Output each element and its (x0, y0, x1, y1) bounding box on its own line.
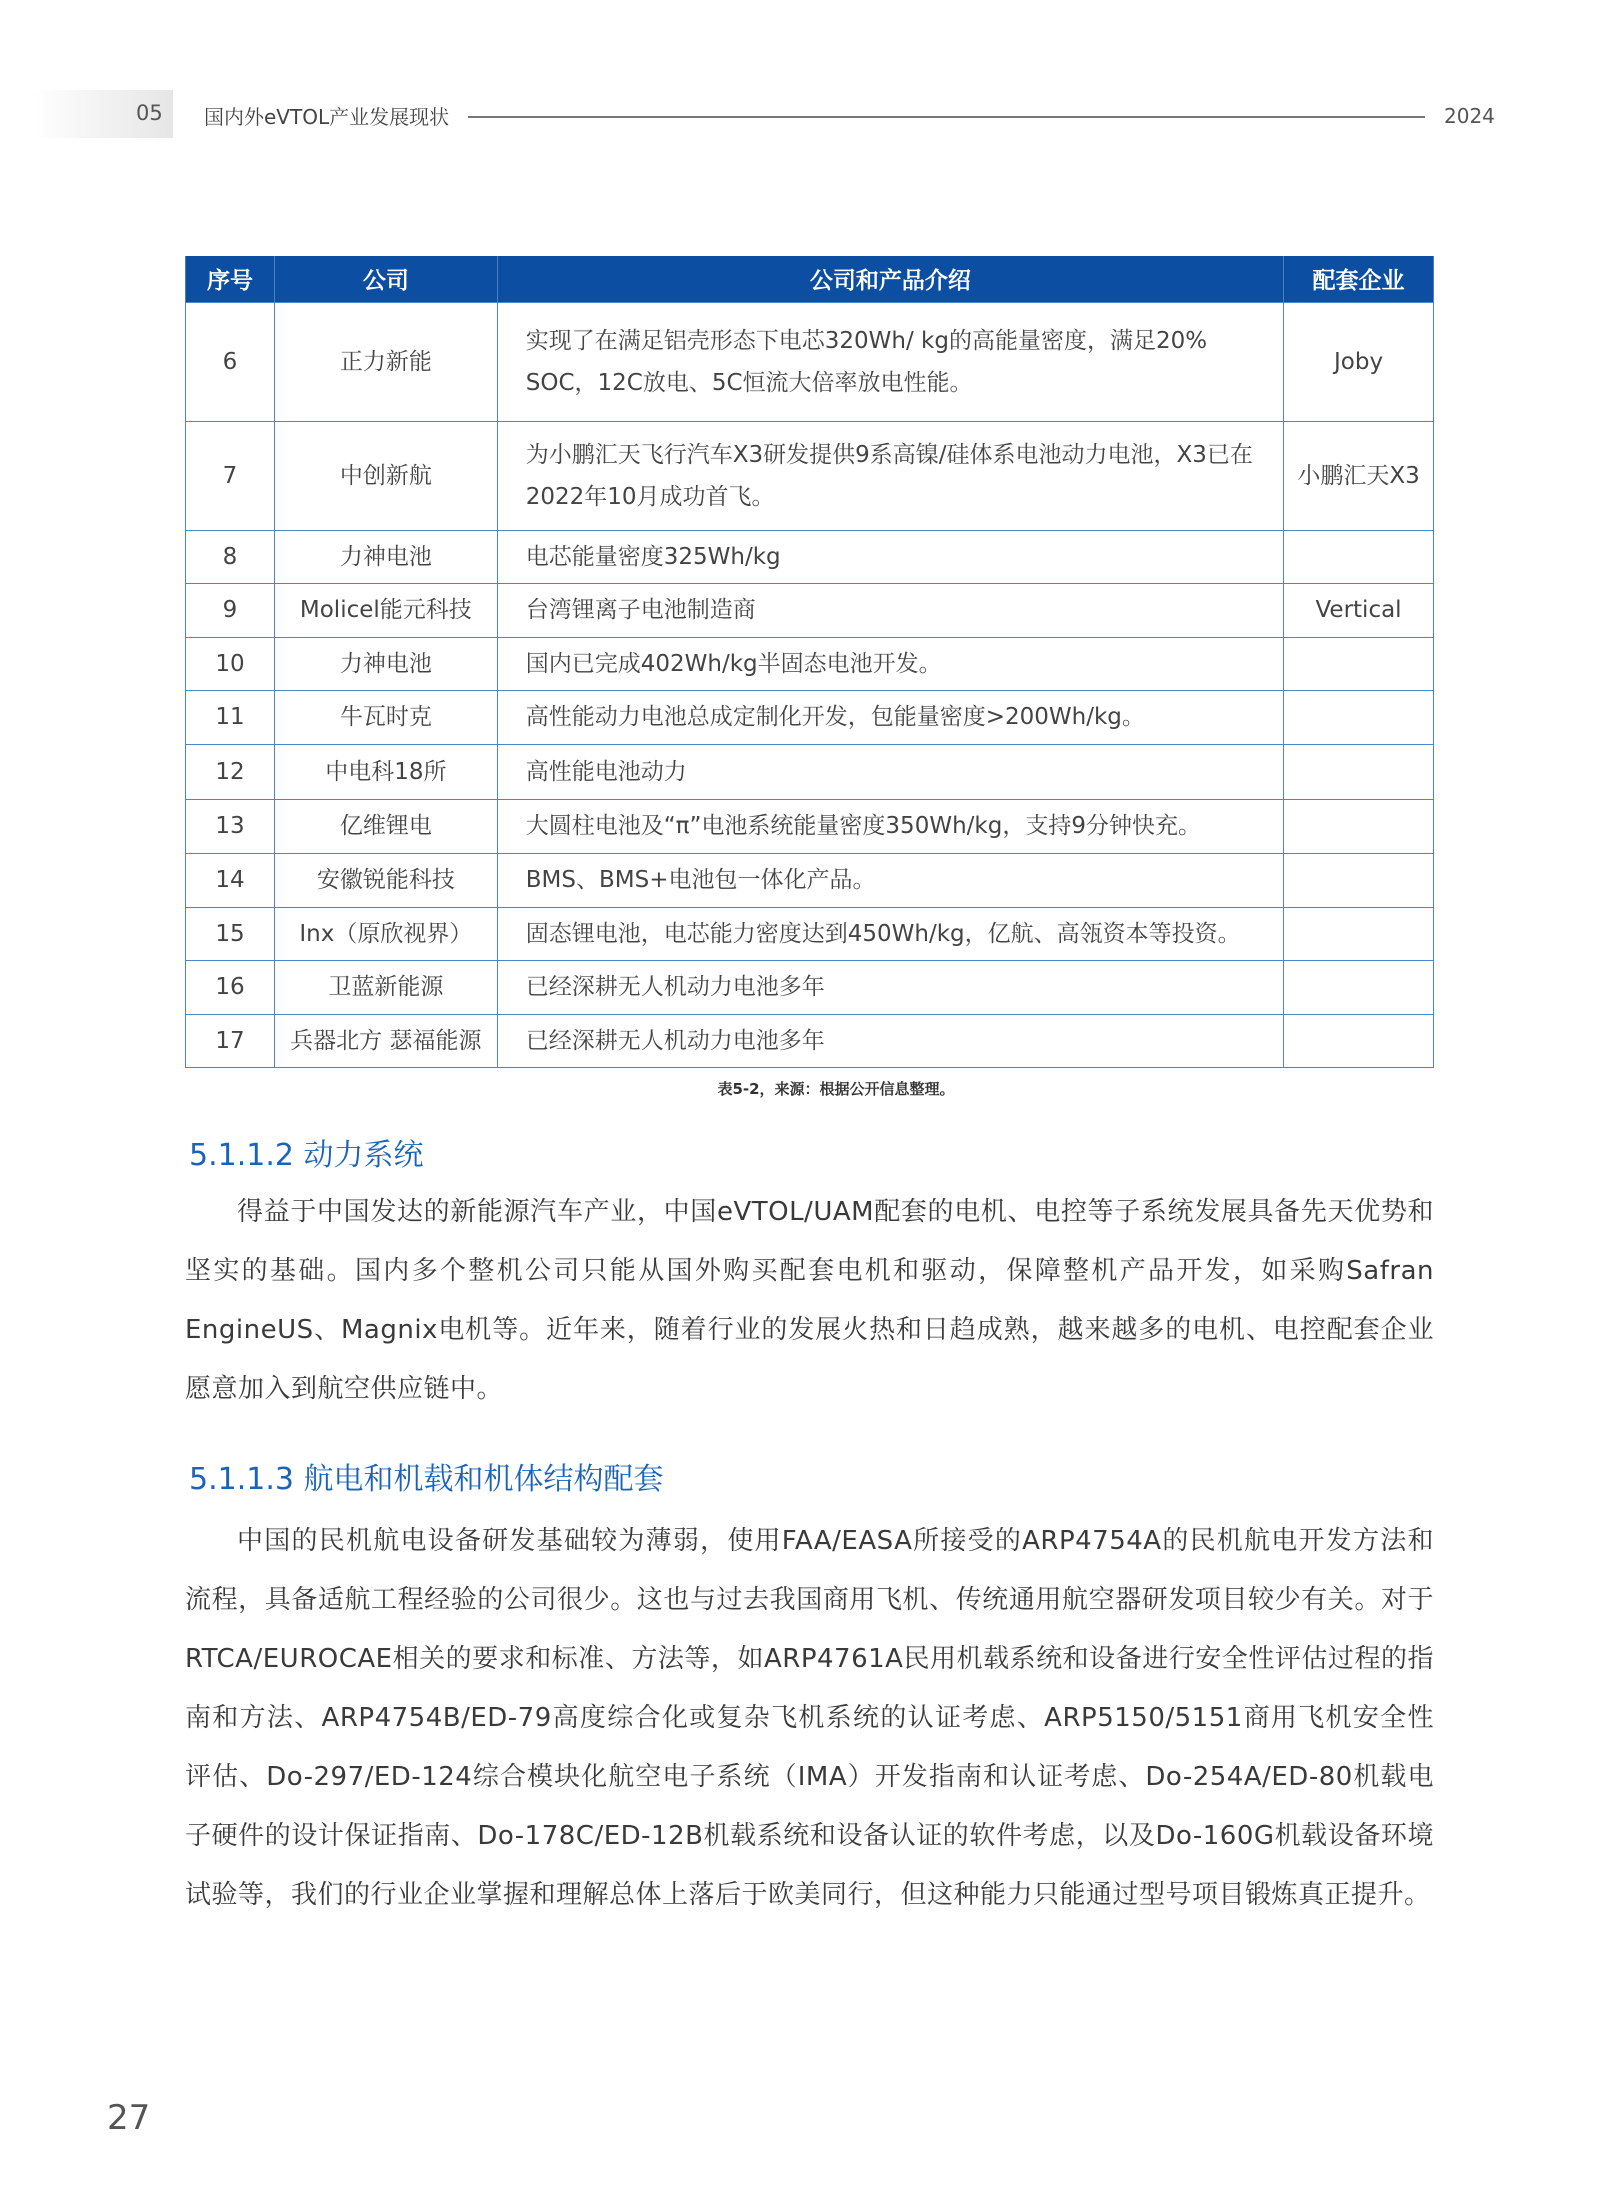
company-description: 已经深耕无人机动力电池多年 (497, 1014, 1283, 1067)
partner-company (1284, 530, 1434, 583)
section-heading: 5.1.1.3 航电和机载和机体结构配套 (189, 1462, 664, 1497)
company-name: 正力新能 (274, 302, 497, 421)
column-header: 公司和产品介绍 (497, 256, 1283, 302)
row-number: 12 (186, 744, 275, 799)
header-rule (468, 116, 1425, 118)
partner-company (1284, 799, 1434, 853)
table-row (186, 302, 1434, 421)
company-description: 实现了在满足铝壳形态下电芯320Wh/ kg的高能量密度，满足20% SOC，12C放电、5C恒流大倍率放电性能。 (497, 302, 1283, 421)
partner-company (1284, 853, 1434, 907)
company-description: 为小鹏汇天飞行汽车X3研发提供9系高镍/硅体系电池动力电池，X3已在2022年10月成功首飞。 (497, 421, 1283, 530)
row-number: 11 (186, 690, 275, 744)
table-row (186, 637, 1434, 690)
table-row (186, 690, 1434, 744)
row-number: 8 (186, 530, 275, 583)
company-description: 电芯能量密度325Wh/kg (497, 530, 1283, 583)
row-number: 9 (186, 583, 275, 637)
company-description: 大圆柱电池及“π”电池系统能量密度350Wh/kg，支持9分钟快充。 (497, 799, 1283, 853)
chapter-number: 05 (136, 101, 163, 125)
company-description: BMS、BMS+电池包一体化产品。 (497, 853, 1283, 907)
company-description: 国内已完成402Wh/kg半固态电池开发。 (497, 637, 1283, 690)
company-name: Molicel能元科技 (274, 583, 497, 637)
row-number: 7 (186, 421, 275, 530)
table-header-row (186, 256, 1434, 302)
company-description: 高性能电池动力 (497, 744, 1283, 799)
partner-company (1284, 907, 1434, 960)
company-name: 中创新航 (274, 421, 497, 530)
company-name: 牛瓦时克 (274, 690, 497, 744)
partner-company (1284, 744, 1434, 799)
company-description: 台湾锂离子电池制造商 (497, 583, 1283, 637)
company-name: 安徽锐能科技 (274, 853, 497, 907)
header-year: 2024 (1444, 104, 1495, 128)
column-header: 公司 (274, 256, 497, 302)
partner-company (1284, 690, 1434, 744)
row-number: 17 (186, 1014, 275, 1067)
table-row (186, 583, 1434, 637)
column-header: 序号 (186, 256, 275, 302)
row-number: 6 (186, 302, 275, 421)
company-name: 兵器北方 瑟福能源 (274, 1014, 497, 1067)
partner-company: 小鹏汇天X3 (1284, 421, 1434, 530)
battery-suppliers-table (185, 256, 1434, 1068)
table-row (186, 421, 1434, 530)
partner-company (1284, 960, 1434, 1014)
table-row (186, 1014, 1434, 1067)
table-row (186, 853, 1434, 907)
partner-company: Vertical (1284, 583, 1434, 637)
company-name: 卫蓝新能源 (274, 960, 497, 1014)
table-row (186, 799, 1434, 853)
section-paragraph: 中国的民机航电设备研发基础较为薄弱，使用FAA/EASA所接受的ARP4754A的民机航电开发方法和流程，具备适航工程经验的公司很少。这也与过去我国商用飞机、传统通用航空器研发项目较少有关。对于RTCA/EUROCAE相关的要求和标准、方法等，如ARP4761A民用机载系统和设备进行安全性评估过程的指南和方法、ARP4754B/ED-79高度综合化或复杂飞机系统的认证考虑、ARP5150/5151商用飞机安全性评估、Do-297/ED-124综合模块化航空电子系统（IMA）开发指南和认证考虑、Do-254A/ED-80机载电子硬件的设计保证指南、Do-178C/ED-12B机载系统和设备认证的软件考虑，以及Do-160G机载设备环境试验等，我们的行业企业掌握和理解总体上落后于欧美同行，但这种能力只能通过型号项目锻炼真正提升。 (185, 1526, 1434, 1910)
table-caption: 表5-2，来源：根据公开信息整理。 (717, 1080, 955, 1098)
row-number: 13 (186, 799, 275, 853)
table-row (186, 907, 1434, 960)
company-name: 力神电池 (274, 637, 497, 690)
section-paragraph: 得益于中国发达的新能源汽车产业，中国eVTOL/UAM配套的电机、电控等子系统发展具备先天优势和坚实的基础。国内多个整机公司只能从国外购买配套电机和驱动，保障整机产品开发，如采购Safran EngineUS、Magnix电机等。近年来，随着行业的发展火热和日趋成熟，越来越多的电机、电控配套企业愿意加入到航空供应链中。 (185, 1197, 1434, 1404)
row-number: 15 (186, 907, 275, 960)
partner-company (1284, 637, 1434, 690)
row-number: 16 (186, 960, 275, 1014)
running-title: 国内外eVTOL产业发展现状 (204, 105, 450, 129)
company-description: 高性能动力电池总成定制化开发，包能量密度>200Wh/kg。 (497, 690, 1283, 744)
row-number: 14 (186, 853, 275, 907)
section-heading: 5.1.1.2 动力系统 (189, 1138, 424, 1173)
page-number: 27 (107, 2098, 151, 2138)
company-name: Inx（原欣视界） (274, 907, 497, 960)
company-description: 固态锂电池，电芯能力密度达到450Wh/kg，亿航、高瓴资本等投资。 (497, 907, 1283, 960)
company-name: 中电科18所 (274, 744, 497, 799)
table-row (186, 530, 1434, 583)
partner-company (1284, 1014, 1434, 1067)
table-row (186, 744, 1434, 799)
company-name: 亿维锂电 (274, 799, 497, 853)
company-description: 已经深耕无人机动力电池多年 (497, 960, 1283, 1014)
table-row (186, 960, 1434, 1014)
row-number: 10 (186, 637, 275, 690)
partner-company: Joby (1284, 302, 1434, 421)
company-name: 力神电池 (274, 530, 497, 583)
column-header: 配套企业 (1284, 256, 1434, 302)
